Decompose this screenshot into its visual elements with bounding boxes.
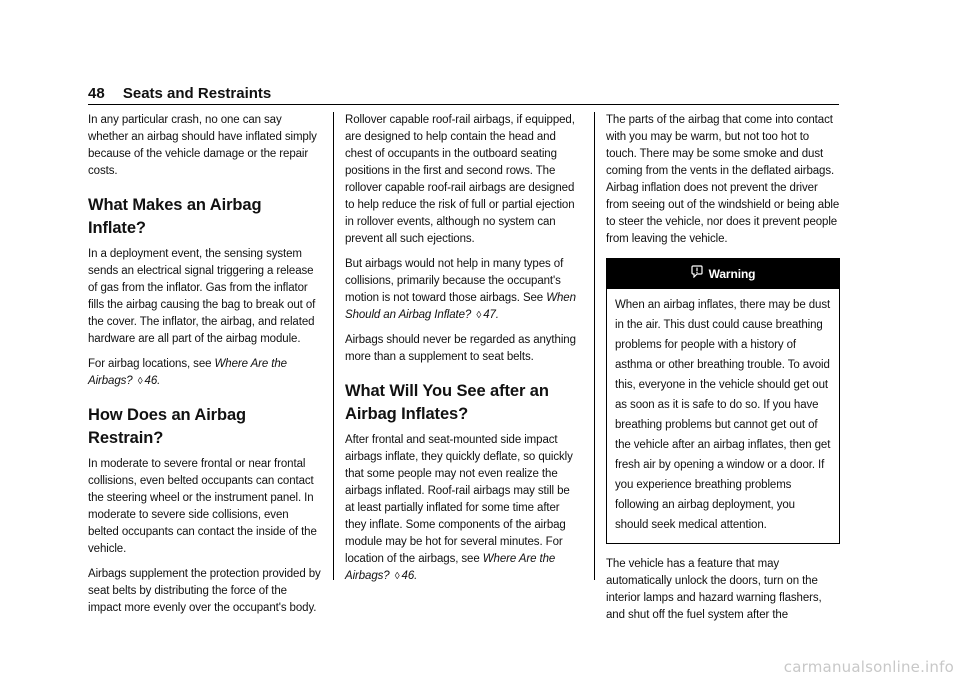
page-ref-icon: ◊ xyxy=(476,310,482,321)
paragraph: In moderate to severe frontal or near frontal collisions, even belted occupants can contact the steering wheel or the instrument panel. In moderate to severe side collisions, even belted occupants can contact the inside of the vehicle. xyxy=(88,458,317,555)
header-rule xyxy=(88,104,839,105)
cross-reference-link[interactable]: Where Are the Airbags? xyxy=(345,553,556,582)
column-2 xyxy=(345,112,581,593)
page-ref-number[interactable]: 47. xyxy=(483,309,499,321)
column-1 xyxy=(88,112,322,625)
cross-reference-link[interactable]: Where Are the Airbags? xyxy=(88,358,287,387)
column-divider-2 xyxy=(594,112,595,580)
page-ref-number[interactable]: 46. xyxy=(144,375,161,387)
paragraph-see-when-inflate xyxy=(345,256,581,324)
text: But airbags would not help in many types of collisions, primarily because the occupant's motion is not toward those airbags. See xyxy=(345,258,564,304)
paragraph: Rollover capable roof-rail airbags, if equipped, are designed to help contain the head and chest of occupants in the outboard seating positions in the first and second rows. The rollover capable roof-rail airbags are designed to help reduce the risk of full or partial ejection in rollover events, although no system can prevent all such ejections. xyxy=(345,114,575,245)
paragraph: The vehicle has a feature that may automatically unlock the doors, turn on the interior lamps and hazard warning flashers, and shut off the fuel system after the xyxy=(606,558,822,621)
column-divider-1 xyxy=(333,112,334,580)
page-header xyxy=(88,84,838,104)
page-ref-icon: ◊ xyxy=(137,376,143,387)
page-ref-icon: ◊ xyxy=(394,571,400,582)
paragraph: Airbags should never be regarded as anything more than a supplement to seat belts. xyxy=(345,334,576,363)
warning-text: When an airbag inflates, there may be dust in the air. This dust could cause breathing problems for people with a history of asthma or other breathing trouble. To avoid this, everyone in the vehicle should get out as soon as it is safe to do so. If you have breathing problems but cannot get out of the vehicle after an airbag inflates, then get fresh air by opening a window or a door. If you experience breathing problems following an airbag deployment, you should seek medical attention. xyxy=(615,299,831,531)
paragraph: Airbags supplement the protection provided by seat belts by distributing the force of the impact more evenly over the occupant's body. xyxy=(88,568,321,614)
warning-title: Warning xyxy=(708,267,756,281)
paragraph: In any particular crash, no one can say whether an airbag should have inflated simply because of the vehicle damage or the repair costs. xyxy=(88,114,317,177)
warning-box xyxy=(606,258,840,544)
paragraph: In a deployment event, the sensing system sends an electrical signal triggering a release of gas from the inflator. Gas from the inflator fills the airbag causing the bag to break out of the cover. The inflator, the airbag, and related hardware are all part of the airbag module. xyxy=(88,248,316,345)
paragraph-airbag-locations xyxy=(88,356,322,390)
paragraph-after-inflate xyxy=(345,432,581,585)
warning-header xyxy=(607,259,839,289)
page-number: 48 xyxy=(88,85,105,102)
column-3 xyxy=(606,112,840,632)
section-title: Seats and Restraints xyxy=(122,85,272,102)
heading-after-inflates: What Will You See after an Airbag Inflates? xyxy=(345,382,549,423)
text: For airbag locations, see xyxy=(88,358,212,370)
heading-how-restrain: How Does an Airbag Restrain? xyxy=(88,406,247,447)
watermark: carmanualsonline.info xyxy=(783,658,954,676)
page-ref-number[interactable]: 46. xyxy=(401,570,418,582)
warning-icon xyxy=(691,259,703,289)
cross-reference-link[interactable]: When Should an Airbag Inflate? xyxy=(345,292,576,321)
heading-what-makes-inflate: What Makes an Airbag Inflate? xyxy=(88,196,262,237)
text: After frontal and seat-mounted side impact airbags inflate, they quickly deflate, so quickly that some people may not even realize the airbags inflated. Roof-rail airbags may still be at least partially inflated for some time after they inflate. Some components of the airbag module may be hot for several minutes. For location of the airbags, see xyxy=(345,434,573,565)
paragraph: The parts of the airbag that come into contact with you may be warm, but not too hot to touch. There may be some smoke and dust coming from the vents in the deflated airbags. Airbag inflation does not prevent the driver from seeing out of the windshield or being able to steer the vehicle, nor does it prevent people from leaving the vehicle. xyxy=(606,114,840,245)
